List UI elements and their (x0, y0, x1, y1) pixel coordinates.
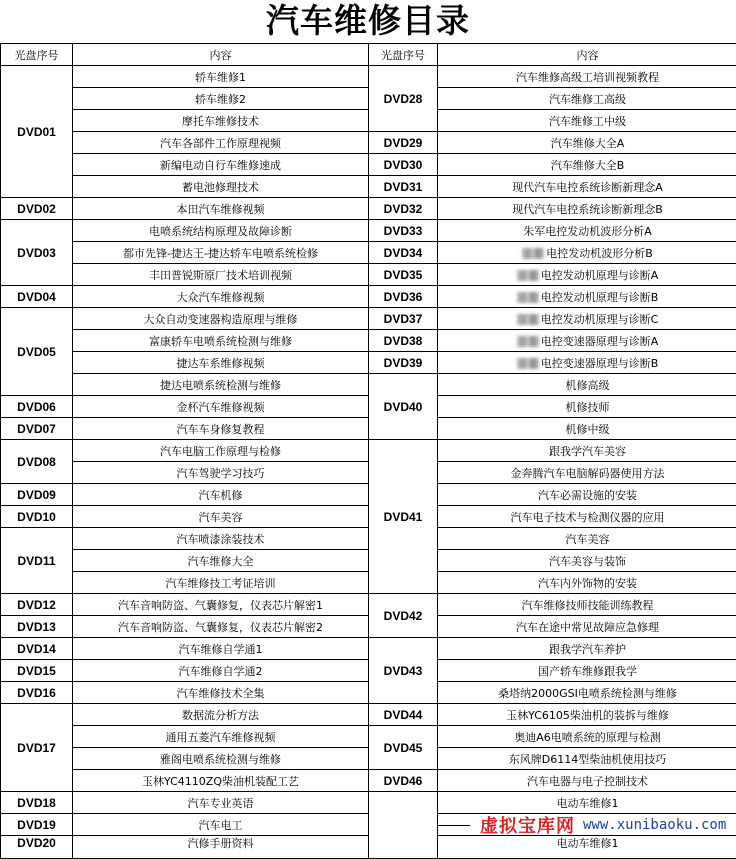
disc-number: DVD29 (369, 132, 438, 154)
document-title: 汽车维修目录 (0, 0, 736, 43)
content-cell (73, 594, 369, 616)
table-row (1, 242, 736, 264)
disc-number: DVD40 (369, 374, 438, 440)
content-text: 汽车维修大全A (551, 137, 625, 150)
redacted-blur (517, 336, 539, 347)
table-row (1, 330, 736, 352)
table-row (1, 704, 736, 726)
table-row (1, 572, 736, 594)
content-cell (438, 572, 736, 594)
disc-number: DVD31 (369, 176, 438, 198)
content-text: 数据流分析方法 (182, 709, 259, 722)
content-cell (73, 352, 369, 374)
content-text: 跟我学汽车美容 (549, 445, 626, 458)
watermark-url: www.xunibaoku.com (583, 817, 726, 833)
content-cell (73, 440, 369, 462)
content-text: 电控发动机原理与诊断B (541, 291, 659, 304)
content-text: 金杯汽车维修视频 (177, 401, 265, 414)
catalog-table (0, 43, 736, 859)
content-cell (438, 154, 736, 176)
content-cell (438, 484, 736, 506)
content-cell (438, 770, 736, 792)
table-row (1, 748, 736, 770)
table-row (1, 594, 736, 616)
content-text: 汽车机修 (199, 489, 243, 502)
content-text: 汽车喷漆涂装技术 (177, 533, 265, 546)
content-cell (73, 462, 369, 484)
content-cell (73, 550, 369, 572)
content-text: 电控变速器原理与诊断A (541, 335, 659, 348)
content-cell (73, 638, 369, 660)
disc-number: DVD09 (1, 484, 73, 506)
content-text: 汽车音响防盗、气囊修复，仪表芯片解密2 (118, 621, 323, 634)
content-text: 汽车维修技师技能训练教程 (522, 599, 654, 612)
content-cell (438, 528, 736, 550)
content-cell (73, 308, 369, 330)
disc-number: DVD06 (1, 396, 73, 418)
content-text: 都市先锋-捷达王-捷达轿车电喷系统检修 (123, 247, 318, 260)
disc-number: DVD28 (369, 66, 438, 132)
redacted-blur (517, 270, 539, 281)
content-cell (438, 506, 736, 528)
content-cell (73, 242, 369, 264)
watermark (470, 814, 736, 835)
content-cell (73, 814, 369, 836)
content-cell (438, 440, 736, 462)
content-text: 新编电动自行车维修速成 (160, 159, 281, 172)
content-text: 奥迪A6电喷系统的原理与检测 (514, 731, 661, 744)
content-cell (438, 66, 736, 88)
content-cell (438, 88, 736, 110)
table-row (1, 396, 736, 418)
content-text: 东风牌D6114型柴油机使用技巧 (509, 753, 666, 766)
content-cell (438, 176, 736, 198)
table-row (1, 418, 736, 440)
content-text: 雅阁电喷系统检测与维修 (160, 753, 281, 766)
content-cell (438, 308, 736, 330)
disc-number: DVD12 (1, 594, 73, 616)
content-text: 通用五菱汽车维修视频 (166, 731, 276, 744)
content-text: 金奔腾汽车电脑解码器使用方法 (511, 467, 665, 480)
content-cell (73, 66, 369, 88)
disc-number: DVD30 (369, 154, 438, 176)
content-text: 大众自动变速器构造原理与维修 (144, 313, 298, 326)
content-text: 现代汽车电控系统诊断新理念A (512, 181, 663, 194)
content-text: 国产轿车维修跟我学 (538, 665, 637, 678)
content-text: 汽车维修工中级 (549, 115, 626, 128)
table-row (1, 462, 736, 484)
disc-number: DVD08 (1, 440, 73, 484)
content-text: 汽车各部件工作原理视频 (160, 137, 281, 150)
watermark-name: 虚拟宝库网 (480, 812, 575, 838)
content-cell (73, 836, 369, 859)
disc-number: DVD01 (1, 66, 73, 198)
disc-number: DVD14 (1, 638, 73, 660)
disc-number: DVD37 (369, 308, 438, 330)
content-text: 机修高级 (566, 379, 610, 392)
content-cell (438, 704, 736, 726)
table-row (1, 66, 736, 88)
disc-number: DVD34 (369, 242, 438, 264)
content-cell (73, 726, 369, 748)
content-text: 轿车维修1 (195, 71, 246, 84)
disc-number: DVD16 (1, 682, 73, 704)
content-text: 轿车维修2 (195, 93, 246, 106)
content-text: 汽车内外饰物的安装 (538, 577, 637, 590)
content-text: 跟我学汽车养护 (549, 643, 626, 656)
disc-number: DVD36 (369, 286, 438, 308)
content-text: 朱军电控发动机波形分析A (523, 225, 652, 238)
table-row (1, 176, 736, 198)
content-text: 丰田普锐斯原厂技术培训视频 (149, 269, 292, 282)
disc-number: DVD03 (1, 220, 73, 286)
header-content-left: 内容 (73, 44, 369, 66)
content-cell (73, 572, 369, 594)
content-text: 捷达电喷系统检测与维修 (160, 379, 281, 392)
content-text: 捷达车系维修视频 (177, 357, 265, 370)
content-cell (73, 264, 369, 286)
content-text: 汽车电子技术与检测仪器的应用 (511, 511, 665, 524)
table-row (1, 770, 736, 792)
table-row (1, 726, 736, 748)
table-row (1, 286, 736, 308)
disc-number: DVD41 (369, 440, 438, 594)
disc-number: DVD43 (369, 638, 438, 704)
disc-number: DVD33 (369, 220, 438, 242)
disc-number: DVD05 (1, 308, 73, 396)
content-text: 汽车驾驶学习技巧 (177, 467, 265, 480)
table-row (1, 792, 736, 814)
disc-number: DVD13 (1, 616, 73, 638)
content-text: 电喷系统结构原理及故障诊断 (149, 225, 292, 238)
content-text: 汽车维修工高级 (549, 93, 626, 106)
disc-number: DVD18 (1, 792, 73, 814)
content-cell (438, 748, 736, 770)
content-text: 汽车维修自学通1 (179, 643, 263, 656)
table-row (1, 198, 736, 220)
table-row (1, 132, 736, 154)
content-text: 汽车美容 (566, 533, 610, 546)
table-row (1, 682, 736, 704)
content-cell (438, 198, 736, 220)
table-row (1, 374, 736, 396)
content-text: 机修中级 (566, 423, 610, 436)
content-text: 汽车维修技工考证培训 (166, 577, 276, 590)
content-cell (438, 110, 736, 132)
disc-number: DVD15 (1, 660, 73, 682)
content-text: 汽车美容与装饰 (549, 555, 626, 568)
redacted-blur (517, 292, 539, 303)
table-row (1, 616, 736, 638)
content-cell (73, 506, 369, 528)
table-row (1, 220, 736, 242)
content-cell (73, 198, 369, 220)
content-cell (73, 110, 369, 132)
content-text: 汽车车身修复教程 (177, 423, 265, 436)
redacted-blur (517, 314, 539, 325)
content-cell (73, 682, 369, 704)
content-cell (73, 154, 369, 176)
content-cell (73, 220, 369, 242)
table-row (1, 506, 736, 528)
content-text: 汽车电工 (199, 819, 243, 832)
content-text: 汽车在途中常见故障应急修理 (516, 621, 659, 634)
content-cell (73, 286, 369, 308)
content-cell (438, 726, 736, 748)
content-text: 汽车电脑工作原理与检修 (160, 445, 281, 458)
content-text: 玉林YC4110ZQ柴油机装配工艺 (142, 775, 299, 788)
content-cell (438, 594, 736, 616)
content-cell (73, 528, 369, 550)
header-id-left: 光盘序号 (1, 44, 73, 66)
content-cell (438, 462, 736, 484)
content-text: 汽车美容 (199, 511, 243, 524)
content-text: 摩托车维修技术 (182, 115, 259, 128)
disc-number: DVD20 (1, 836, 73, 859)
content-cell (73, 88, 369, 110)
content-text: 汽车必需设施的安装 (538, 489, 637, 502)
content-text: 汽车专业英语 (188, 797, 254, 810)
content-cell (438, 550, 736, 572)
content-cell (73, 770, 369, 792)
content-text: 汽车维修大全 (188, 555, 254, 568)
table-row (1, 110, 736, 132)
disc-number: DVD46 (369, 770, 438, 792)
content-text: 汽车音响防盗、气囊修复，仪表芯片解密1 (118, 599, 323, 612)
content-cell (73, 484, 369, 506)
content-text: 电控变速器原理与诊断B (541, 357, 659, 370)
content-cell (73, 330, 369, 352)
content-text: 电动车维修1 (557, 797, 619, 810)
content-cell (73, 792, 369, 814)
content-cell (73, 660, 369, 682)
header-content-right: 内容 (438, 44, 736, 66)
content-text: 汽车维修大全B (551, 159, 625, 172)
content-cell (438, 418, 736, 440)
disc-number (369, 792, 438, 859)
content-text: 机修技师 (566, 401, 610, 414)
content-cell (73, 704, 369, 726)
content-cell (438, 660, 736, 682)
table-row (1, 550, 736, 572)
content-cell (438, 220, 736, 242)
content-cell (438, 264, 736, 286)
content-cell (438, 330, 736, 352)
content-cell (73, 374, 369, 396)
disc-number: DVD44 (369, 704, 438, 726)
disc-number: DVD42 (369, 594, 438, 638)
table-row (1, 88, 736, 110)
content-text: 汽车维修技术全集 (177, 687, 265, 700)
content-text: 汽修手册资料 (188, 837, 254, 850)
content-cell (438, 242, 736, 264)
redacted-blur (517, 358, 539, 369)
content-text: 汽车维修高级工培训视频教程 (516, 71, 659, 84)
disc-number: DVD17 (1, 704, 73, 792)
content-text: 富康轿车电喷系统检测与维修 (149, 335, 292, 348)
disc-number: DVD19 (1, 814, 73, 836)
table-row (1, 484, 736, 506)
content-text: 电控发动机原理与诊断C (541, 313, 659, 326)
content-cell (73, 132, 369, 154)
content-text: 桑塔纳2000GSI电喷系统检测与维修 (498, 687, 677, 700)
table-row (1, 836, 736, 859)
table-row (1, 308, 736, 330)
content-cell (438, 616, 736, 638)
table-row (1, 528, 736, 550)
content-text: 大众汽车维修视频 (177, 291, 265, 304)
content-cell (438, 836, 736, 859)
content-cell (73, 616, 369, 638)
content-cell (438, 638, 736, 660)
disc-number: DVD10 (1, 506, 73, 528)
disc-number: DVD32 (369, 198, 438, 220)
content-text: 电控发动机波形分析B (546, 247, 653, 260)
table-row (1, 264, 736, 286)
header-id-right: 光盘序号 (369, 44, 438, 66)
content-cell (438, 792, 736, 814)
table-row (1, 154, 736, 176)
content-text: 现代汽车电控系统诊断新理念B (512, 203, 663, 216)
content-text: 电控发动机原理与诊断A (541, 269, 659, 282)
content-text: 电动车维修1 (557, 837, 619, 850)
disc-number: DVD02 (1, 198, 73, 220)
content-text: 玉林YC6105柴油机的装拆与维修 (506, 709, 669, 722)
disc-number: DVD04 (1, 286, 73, 308)
table-row (1, 352, 736, 374)
content-cell (73, 396, 369, 418)
content-cell (438, 352, 736, 374)
content-cell (73, 176, 369, 198)
disc-number: DVD38 (369, 330, 438, 352)
table-row (1, 440, 736, 462)
table-row (1, 638, 736, 660)
content-cell (73, 418, 369, 440)
content-cell (73, 748, 369, 770)
content-cell (438, 286, 736, 308)
disc-number: DVD45 (369, 726, 438, 770)
disc-number: DVD11 (1, 528, 73, 594)
content-text: 蓄电池修理技术 (182, 181, 259, 194)
disc-number: DVD39 (369, 352, 438, 374)
content-cell (438, 396, 736, 418)
table-row (1, 660, 736, 682)
content-cell (438, 132, 736, 154)
disc-number: DVD35 (369, 264, 438, 286)
content-text: 汽车电器与电子控制技术 (527, 775, 648, 788)
content-text: 本田汽车维修视频 (177, 203, 265, 216)
content-text: 汽车维修自学通2 (179, 665, 263, 678)
header-row (1, 44, 736, 66)
disc-number: DVD07 (1, 418, 73, 440)
redacted-blur (522, 248, 544, 259)
content-cell (438, 682, 736, 704)
content-cell (438, 374, 736, 396)
